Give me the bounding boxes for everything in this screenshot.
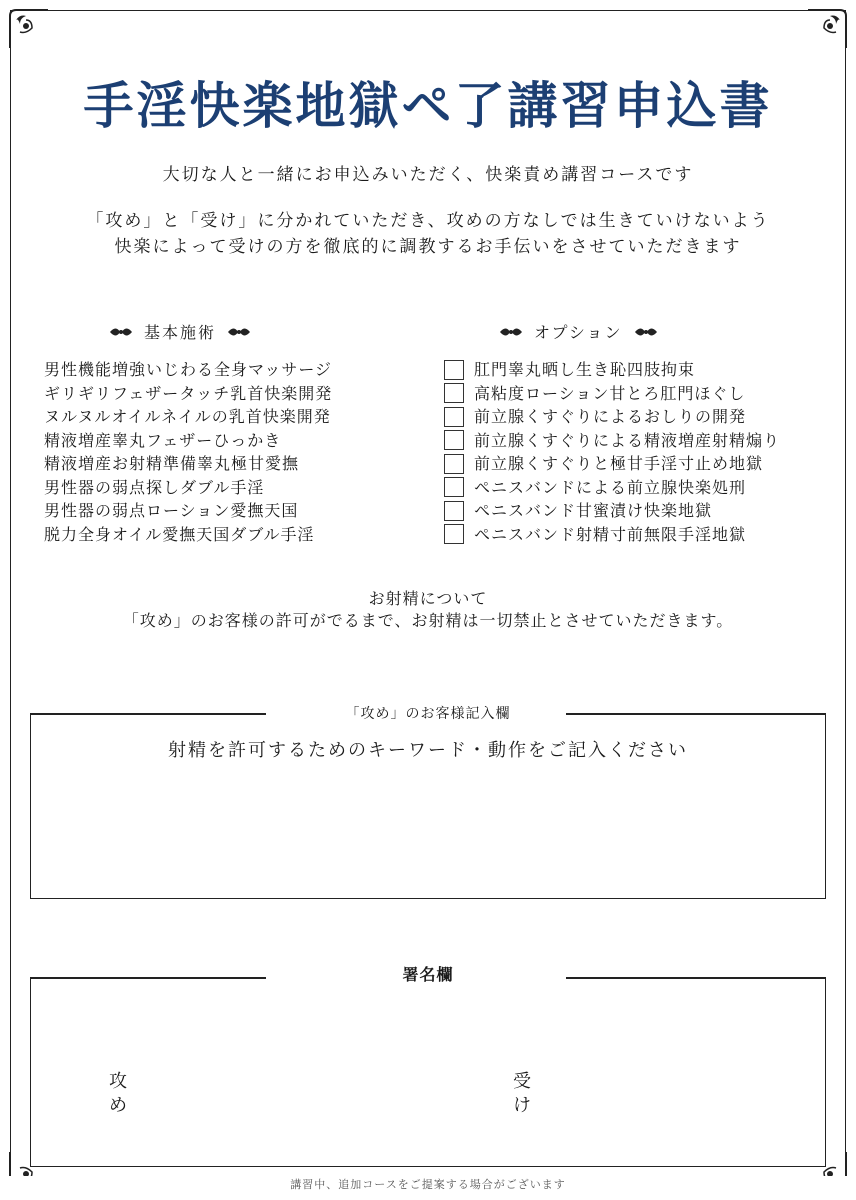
seme-label-char: 攻 — [109, 1071, 127, 1092]
option-label: 前立腺くすぐりによる精液増産射精煽り — [474, 430, 781, 450]
option-label: 肛門睾丸晒し生き恥四肢拘束 — [474, 360, 696, 379]
option-row — [444, 499, 780, 523]
seme-signature-label — [108, 1070, 128, 1118]
option-label: 前立腺くすぐりによるおしりの開発 — [474, 407, 747, 426]
option-row — [444, 405, 780, 429]
basic-item: 精液増産睾丸フェザーひっかき — [44, 430, 282, 450]
option-row — [444, 476, 780, 500]
basic-item: 精液増産お射精準備睾丸極甘愛撫 — [44, 454, 300, 473]
option-checkbox[interactable] — [444, 501, 464, 521]
option-checkbox[interactable] — [444, 524, 464, 544]
flourish-icon — [226, 325, 252, 339]
option-checkbox[interactable] — [444, 454, 464, 474]
basic-item: 男性器の弱点ローション愛撫天国 — [44, 501, 299, 520]
seme-label-char: め — [109, 1095, 127, 1116]
options-heading-label: オプション — [534, 323, 623, 342]
option-row — [444, 358, 780, 382]
option-row — [444, 452, 780, 476]
option-checkbox[interactable] — [444, 407, 464, 427]
option-row — [444, 523, 780, 547]
seme-box-heading: 「攻め」のお客様記入欄 — [345, 706, 511, 722]
flourish-icon — [633, 325, 659, 339]
page-title: 手淫快楽地獄ペ了講習申込書 — [83, 77, 773, 135]
basic-item: ヌルヌルオイルネイルの乳首快楽開発 — [44, 407, 331, 426]
option-checkbox[interactable] — [444, 383, 464, 403]
option-label: 高粘度ローション甘とろ肛門ほぐし — [474, 383, 746, 403]
intro-line-2: 「攻め」と「受け」に分かれていただき、攻めの方なしでは生きていけないよう — [86, 211, 770, 231]
option-checkbox[interactable] — [444, 360, 464, 380]
uke-signature-label — [512, 1070, 532, 1118]
options-list — [444, 358, 780, 546]
ejaculation-heading: お射精について — [368, 589, 488, 608]
option-checkbox[interactable] — [444, 430, 464, 450]
basic-item: 男性器の弱点探しダブル手淫 — [44, 477, 265, 497]
footer-note: 講習中、追加コースをご提案する場合がございます — [0, 1176, 856, 1192]
option-label: ペニスバンドによる前立腺快楽処刑 — [474, 477, 747, 497]
option-label: 前立腺くすぐりと極甘手淫寸止め地獄 — [474, 454, 764, 473]
intro-line-1: 大切な人と一緒にお申込みいただく、快楽責め講習コースです — [162, 165, 694, 185]
signature-box[interactable] — [30, 977, 826, 1167]
flourish-icon — [108, 325, 134, 339]
basic-item: 脱力全身オイル愛撫天国ダブル手淫 — [44, 524, 315, 544]
uke-label-char: 受 — [513, 1071, 531, 1092]
option-row — [444, 429, 780, 453]
ejaculation-text: 「攻め」のお客様の許可がでるまで、お射精は一切禁止とさせていただきます。 — [122, 611, 734, 630]
options-heading — [498, 320, 659, 343]
flourish-icon — [498, 325, 524, 339]
basic-item: ギリギリフェザータッチ乳首快楽開発 — [44, 383, 333, 403]
option-row — [444, 382, 780, 406]
option-label: ペニスバンド甘蜜漬け快楽地獄 — [474, 501, 713, 520]
basic-heading — [108, 320, 252, 343]
basic-heading-label: 基本施術 — [144, 323, 217, 342]
uke-label-char: け — [513, 1095, 531, 1116]
intro-line-3: 快楽によって受けの方を徹底的に調教するお手伝いをさせていただきます — [114, 237, 742, 257]
basic-list — [44, 358, 332, 546]
basic-item: 男性機能増強いじわる全身マッサージ — [44, 360, 333, 379]
signature-heading: 署名欄 — [402, 965, 454, 984]
option-checkbox[interactable] — [444, 477, 464, 497]
option-label: ペニスバンド射精寸前無限手淫地獄 — [474, 524, 747, 544]
seme-box-instruction: 射精を許可するためのキーワード・動作をご記入ください — [168, 740, 688, 761]
